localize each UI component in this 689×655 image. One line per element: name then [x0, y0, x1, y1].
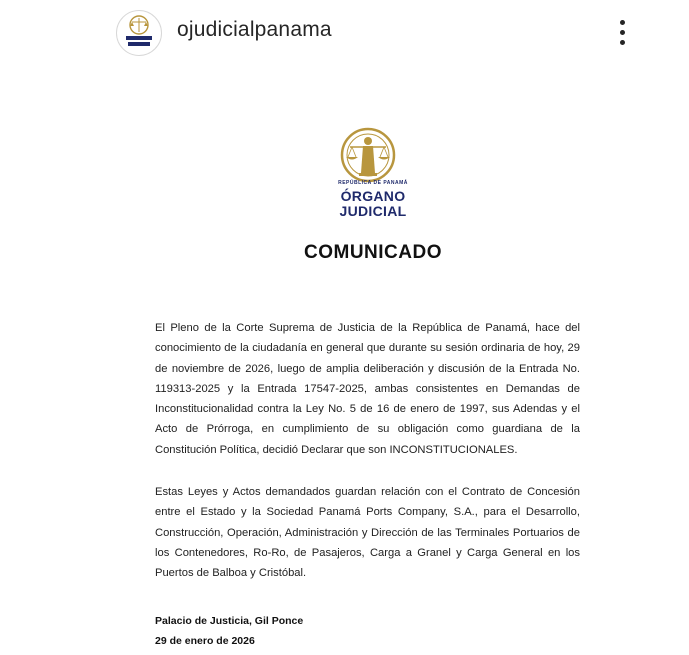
post-image	[108, 62, 638, 655]
avatar[interactable]	[116, 10, 162, 56]
org-name-line2: JUDICIAL	[339, 203, 407, 219]
paragraph-2: Estas Leyes y Actos demandados guardan relación con el Contrato de Concesión entre el Estado y la Sociedad Panamá Ports Company, S.A., para el Desarrollo, Construcción, Operación, Administración y Dirección de las Terminales Portuarios de los Contenedores, Ro-Ro, de Pasajeros, Carga a Granel y Carga General en los Puertos de Balboa y Cristóbal.	[155, 486, 580, 580]
document-title: COMUNICADO	[304, 242, 442, 263]
paragraph-1: El Pleno de la Corte Suprema de Justicia de la República de Panamá, hace del conocimiento de la ciudadanía en general que durante su sesión ordinaria de hoy, 29 de noviembre de 2026, luego de amplia deliberación y discusión de la Entrada No. 119313-2025 y la Entrada 17547-2025, ambas consistentes en Demandas de Inconstitucionalidad contra la Ley No. 5 de 16 de enero de 1997, sus Adendas y el Acto de Prórroga, en cumplimiento de su obligación como guardiana de la Constitución Política, decidió Declarar que son INCONSTITUCIONALES.	[155, 322, 580, 456]
more-options-vertical-icon[interactable]	[612, 16, 634, 50]
organo-judicial-logo-icon	[117, 11, 161, 55]
signature-place: Palacio de Justicia, Gil Ponce	[155, 615, 304, 627]
org-name-line1: ÓRGANO	[340, 188, 406, 204]
signature-date: 29 de enero de 2026	[155, 635, 255, 647]
username[interactable]: ojudicialpanama	[177, 18, 332, 41]
post-header	[0, 0, 689, 62]
org-country-label: REPÚBLICA DE PANAMÁ	[338, 180, 408, 186]
